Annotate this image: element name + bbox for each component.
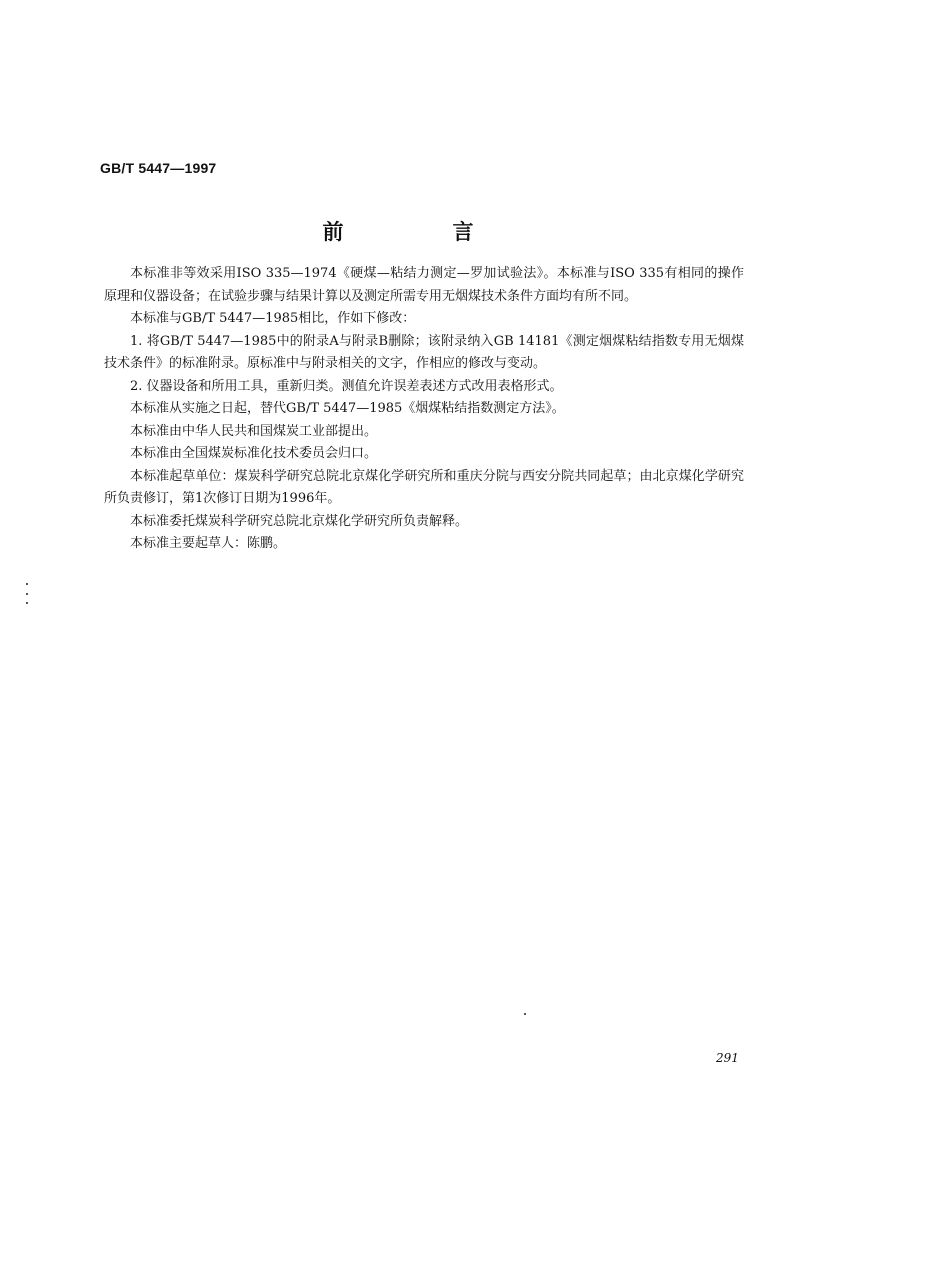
paragraph-centralized: 本标准由全国煤炭标准化技术委员会归口。 [130,446,378,461]
paragraph-changes-intro: 本标准与GB/T 5447—1985相比，作如下修改： [130,311,416,326]
paragraph-interpretation: 本标准委托煤炭科学研究总院北京煤化学研究所负责解释。 [130,513,469,529]
page-number: 291 [716,1051,739,1065]
scan-speck [26,593,28,595]
paragraph-proposer: 本标准由中华人民共和国煤炭工业部提出。 [130,423,378,439]
standard-code: GB/T 5447—1997 [100,160,217,176]
paragraph-drafters: 本标准主要起草人：陈鹏。 [130,536,287,551]
paragraph-change-2: 2. 仪器设备和所用工具，重新归类。测值允许误差表述方式改用表格形式。 [130,378,563,394]
paragraph-adoption: 本标准非等效采用ISO 335—1974《硬煤—粘结力测定—罗加试验法》。本标准与ISO 335有相同的操作原理和仪器设备；在试验步骤与结果计算以及测定所需专用无烟煤技术条件方面均有所不同。 [104,266,744,304]
scan-speck [26,602,28,604]
scan-speck [524,1013,526,1015]
paragraph-change-1: 1. 将GB/T 5447—1985中的附录A与附录B删除；该附录纳入GB 14181《测定烟煤粘结指数专用无烟煤技术条件》的标准附录。原标准中与附录相关的文字，作相应的修改与变动。 [104,333,744,371]
scan-speck [26,583,28,585]
page-title: 前 言 [322,219,518,244]
foreword-body [104,263,744,556]
paragraph-drafting-unit: 本标准起草单位：煤炭科学研究总院北京煤化学研究所和重庆分院与西安分院共同起草；由北京煤化学研究所负责修订，第1次修订日期为1996年。 [104,468,744,506]
paragraph-replacement: 本标准从实施之日起，替代GB/T 5447—1985《烟煤粘结指数测定方法》。 [130,401,565,416]
